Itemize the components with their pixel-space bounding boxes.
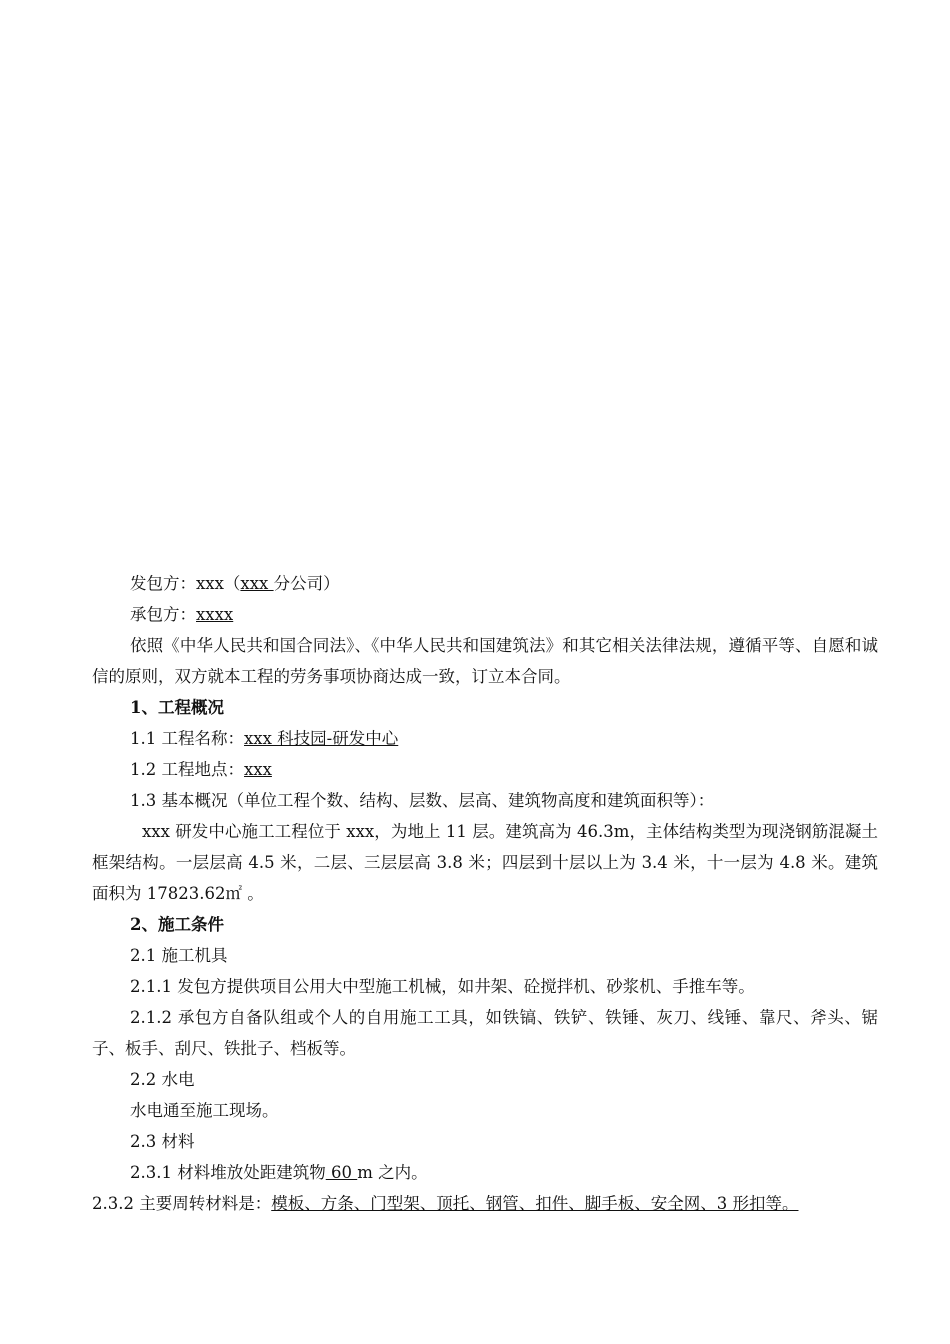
project-location-value: xxx	[244, 760, 272, 779]
employer-label: 发包方：	[130, 574, 196, 593]
contractor-line	[92, 599, 878, 630]
project-name-value: xxx 科技园-研发中心	[244, 729, 399, 748]
contractor-label: 承包方：	[130, 605, 196, 624]
overview-label: 1.3 基本概况（单位工程个数、结构、层数、层高、建筑物高度和建筑面积等）：	[130, 791, 715, 810]
tools-heading: 2.1 施工机具	[130, 946, 228, 965]
materials-1-suffix: m 之内。	[357, 1163, 428, 1182]
tools-item-1: 2.1.1 发包方提供项目公用大中型施工机械，如井架、砼搅拌机、砂浆机、手推车等。	[130, 977, 755, 996]
section1-heading: 1、工程概况	[130, 698, 224, 717]
materials-item-2	[92, 1188, 878, 1219]
materials-item-1	[92, 1157, 878, 1188]
employer-value: xxx（	[196, 574, 241, 593]
employer-branch: xxx	[240, 574, 274, 593]
project-location-line	[92, 754, 878, 785]
contractor-value: xxxx	[196, 605, 234, 624]
materials-2-prefix: 2.3.2 主要周转材料是：	[92, 1194, 272, 1213]
materials-1-value: 60	[325, 1163, 358, 1182]
project-name-line	[92, 723, 878, 754]
preamble: 依照《中华人民共和国合同法》、《中华人民共和国建筑法》和其它相关法律法规，遵循平等、自愿和诚信的原则，双方就本工程的劳务事项协商达成一致，订立本合同。	[92, 636, 878, 686]
materials-1-prefix: 2.3.1 材料堆放处距建筑物	[130, 1163, 326, 1182]
contract-body	[92, 568, 878, 1219]
employer-suffix: 分公司）	[273, 574, 340, 593]
project-name-label: 1.1 工程名称：	[130, 729, 244, 748]
utilities-text: 水电通至施工现场。	[130, 1101, 279, 1120]
materials-2-value: 模板、方条、门型架、顶托、钢管、扣件、脚手板、安全网、3 形扣等。	[271, 1194, 799, 1213]
utilities-heading: 2.2 水电	[130, 1070, 195, 1089]
tools-item-2: 2.1.2 承包方自备队组或个人的自用施工工具，如铁镐、铁铲、铁锤、灰刀、线锤、靠尺、斧头、锯子、板手、刮尺、铁批子、档板等。	[92, 1008, 878, 1058]
overview-text: xxx 研发中心施工工程位于 xxx，为地上 11 层。建筑高为 46.3m，主体结构类型为现浇钢筋混凝土框架结构。一层层高 4.5 米，二层、三层层高 3.8 米；四层到十层以上为 3.4 米，十一层为 4.8 米。建筑面积为 17823.62㎡ 。	[92, 822, 878, 903]
materials-heading: 2.3 材料	[130, 1132, 195, 1151]
project-location-label: 1.2 工程地点：	[130, 760, 244, 779]
section2-heading: 2、施工条件	[130, 915, 224, 934]
employer-line	[92, 568, 878, 599]
